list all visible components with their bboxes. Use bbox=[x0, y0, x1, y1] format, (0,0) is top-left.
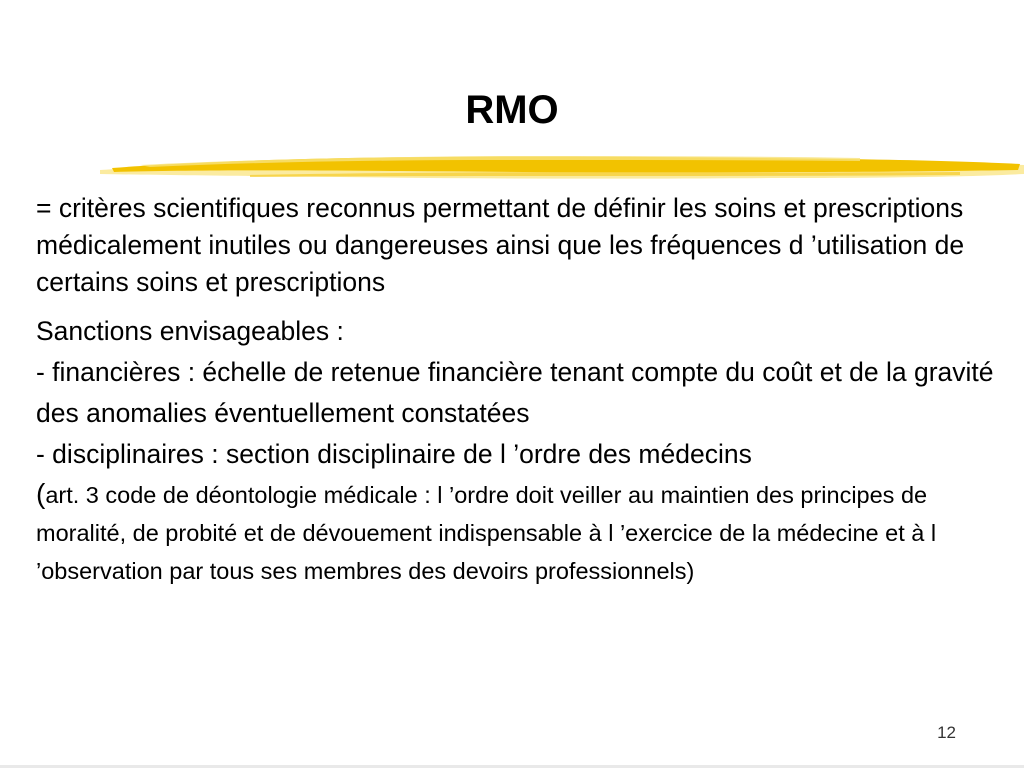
title-underline-brushstroke bbox=[100, 148, 1024, 188]
sanction-financial: - financières : échelle de retenue financière tenant compte du coût et de la gravité des anomalies éventuellement constatées bbox=[36, 357, 994, 428]
sanctions-paragraph bbox=[36, 311, 996, 590]
slide-body bbox=[36, 190, 996, 590]
deontology-note bbox=[36, 475, 996, 590]
slide-title: RMO bbox=[465, 88, 559, 132]
open-parenthesis: ( bbox=[36, 478, 46, 509]
page-number: 12 bbox=[937, 723, 956, 742]
sanction-disciplinary: - disciplinaires : section disciplinaire de l ’ordre des médecins bbox=[36, 439, 752, 469]
deontology-note-text: art. 3 code de déontologie médicale : l ’ordre doit veiller au maintien des principes de moralité, de probité et de dévouement indispensable à l ’exercice de la médecine et à l ’observation par tous ses membres des devoirs professionnels) bbox=[36, 482, 937, 584]
definition-paragraph: = critères scientifiques reconnus permettant de définir les soins et prescriptions médicalement inutiles ou dangereuses ainsi que les fréquences d ’utilisation de certains soins et prescriptions bbox=[36, 193, 965, 297]
sanctions-heading: Sanctions envisageables : bbox=[36, 316, 344, 346]
